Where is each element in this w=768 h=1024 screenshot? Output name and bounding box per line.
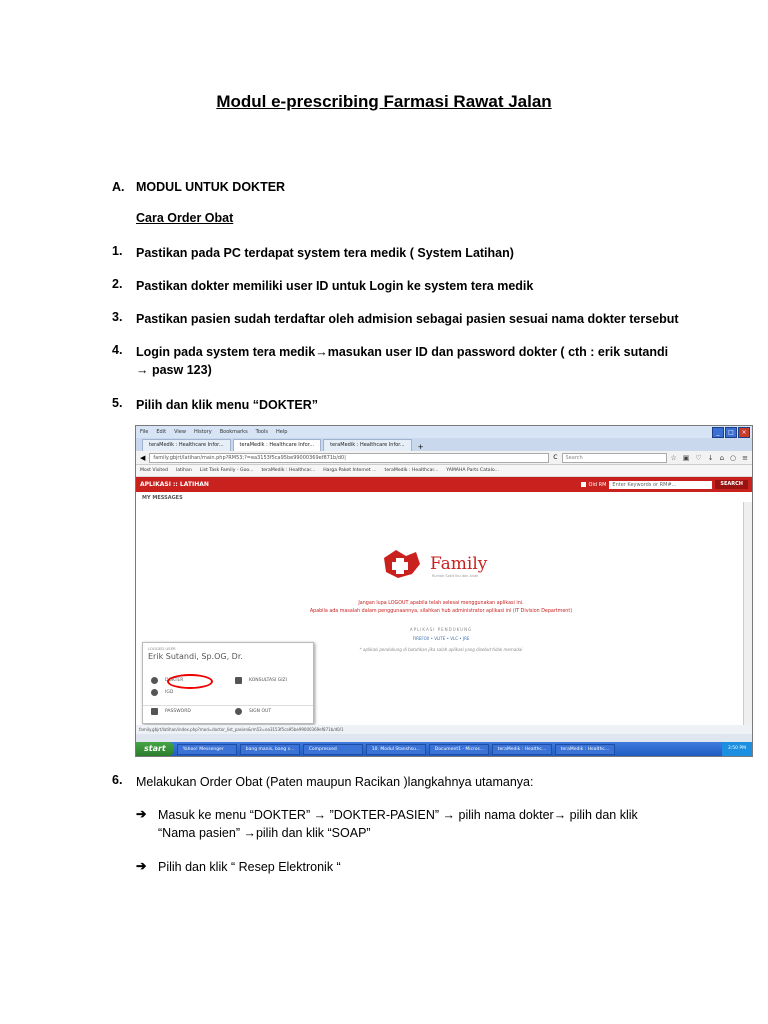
sync-icon[interactable]: ○ xyxy=(730,453,737,462)
keyword-search-input[interactable]: Enter Keywords or RM#... xyxy=(609,481,712,489)
old-rm-label: Old RM xyxy=(588,481,607,488)
logout-notice: Jangan lupa LOGOUT apabila telah selesai menggunakan aplikasi ini. xyxy=(358,601,524,606)
doctor-icon xyxy=(151,677,158,684)
bullet-arrow-icon: ➔ xyxy=(136,859,147,873)
search-button[interactable]: SEARCH xyxy=(715,480,748,489)
admin-notice: Apabila ada masalah dalam penggunaannya, silahkan hub administrator aplikasi ini (IT Division Department) xyxy=(309,609,573,614)
taskbar-item[interactable]: teraMedik : Healthc... xyxy=(492,744,552,755)
close-icon[interactable]: × xyxy=(738,427,750,438)
book-icon xyxy=(235,677,242,684)
login-panel xyxy=(142,642,314,724)
bullet-arrow-icon: ➔ xyxy=(136,807,147,821)
menu-file[interactable]: File xyxy=(140,429,149,435)
window-controls xyxy=(712,427,750,438)
menu-dokter[interactable]: DOKTER xyxy=(165,678,184,683)
bookmark-item[interactable]: teraMedik : Healthcar... xyxy=(384,468,439,473)
download-icon[interactable]: ↓ xyxy=(707,453,714,462)
step-text: Pastikan pasien sudah terdaftar oleh admision sebagai pasien sesuai nama dokter tersebut xyxy=(136,312,679,326)
app-title: APLIKASI :: LATIHAN xyxy=(140,481,209,488)
new-tab-icon[interactable]: + xyxy=(417,443,424,451)
back-icon[interactable]: ◀ xyxy=(140,453,146,462)
menu-history[interactable]: History xyxy=(193,429,212,435)
step-number: 4. xyxy=(112,343,123,357)
header-search xyxy=(581,480,748,489)
step-number: 1. xyxy=(112,244,123,258)
bookmark-item[interactable]: latihan xyxy=(175,468,192,473)
star-icon[interactable]: ☆ xyxy=(670,453,677,462)
clipboard-icon[interactable]: ▣ xyxy=(682,453,690,462)
menu-sign-out[interactable]: SIGN OUT xyxy=(249,709,272,714)
menu-tools[interactable]: Tools xyxy=(255,429,268,435)
logo-text: Family xyxy=(430,554,488,574)
windows-taskbar xyxy=(136,742,752,756)
menu-help[interactable]: Help xyxy=(276,429,288,435)
step-number: 2. xyxy=(112,277,123,291)
menu-konsultasi-gizi[interactable]: KONSULTASI GIZI xyxy=(249,678,287,683)
app-header xyxy=(136,477,752,492)
igd-icon xyxy=(151,689,158,696)
taskbar-item[interactable]: Yahoo! Messenger xyxy=(177,744,237,755)
support-apps-heading: APLIKASI PENDUKUNG xyxy=(409,627,473,632)
bookmarks-bar xyxy=(136,465,752,477)
pocket-icon[interactable]: ♡ xyxy=(695,453,702,462)
step-text: Login pada system tera medik→masukan user ID dan password dokter ( cth : erik sutandi → pasw 123) xyxy=(136,345,669,377)
home-icon[interactable]: ⌂ xyxy=(719,453,725,462)
menu-password[interactable]: PASSWORD xyxy=(165,709,191,714)
browser-menubar xyxy=(136,426,752,438)
step-text: Melakukan Order Obat (Paten maupun Racikan )langkahnya utamanya: xyxy=(136,775,534,789)
menu-igd[interactable]: IGD xyxy=(165,690,174,695)
step-number: 6. xyxy=(112,773,123,787)
address-bar[interactable]: family.gbjrt/latihan/main.php?RM53;?=ea3153f5ca95be99000369ef871b/d0| xyxy=(149,453,549,463)
address-toolbar xyxy=(136,451,752,465)
bullet-text: Masuk ke menu “DOKTER” → ”DOKTER-PASIEN” → pilih nama dokter→ pilih dan klik “Nama pasien” →pilih dan klik “SOAP” xyxy=(158,808,638,840)
support-apps-links[interactable]: FIREFOX • VLITE • VLC • JRE xyxy=(412,636,470,641)
step-number: 5. xyxy=(112,396,123,410)
logged-user-label: LOGGED USER xyxy=(148,646,176,651)
taskbar-item[interactable]: 10. Modul Stanshsu... xyxy=(366,744,426,755)
browser-tabbar xyxy=(136,438,752,451)
step-number: 3. xyxy=(112,310,123,324)
menu-bookmarks[interactable]: Bookmarks xyxy=(219,429,248,435)
toolbar-icons xyxy=(671,454,749,462)
minimize-icon[interactable]: _ xyxy=(712,427,724,438)
taskbar-item[interactable]: Compressed xyxy=(303,744,363,755)
logged-user-name: Erik Sutandi, Sp.OG, Dr. xyxy=(148,652,243,661)
menu-row xyxy=(143,705,313,717)
subheading: Cara Order Obat xyxy=(136,211,234,225)
maximize-icon[interactable]: □ xyxy=(725,427,737,438)
taskbar-clock: 3:50 PM xyxy=(722,742,752,756)
step-text: Pastikan pada PC terdapat system tera medik ( System Latihan) xyxy=(136,246,514,260)
my-messages-tab[interactable]: MY MESSAGES xyxy=(136,492,752,505)
step-text: Pastikan dokter memiliki user ID untuk Login ke system tera medik xyxy=(136,279,534,293)
highlight-circle xyxy=(167,674,213,689)
section-number: A. xyxy=(112,180,125,194)
start-button[interactable]: start xyxy=(136,742,174,756)
menu-edit[interactable]: Edit xyxy=(156,429,167,435)
bookmark-item[interactable]: Harga Paket Internet ... xyxy=(323,468,377,473)
bookmark-item[interactable]: List Task Family - Goo... xyxy=(199,468,254,473)
power-icon xyxy=(235,708,242,715)
scrollbar[interactable] xyxy=(743,502,752,725)
browser-taskbar-strip xyxy=(136,734,752,742)
browser-tab-active[interactable]: teraMedik : Healthcare Infor... xyxy=(233,439,322,451)
bookmark-item[interactable]: teraMedik : Healthcar... xyxy=(261,468,316,473)
document-title: Modul e-prescribing Farmasi Rawat Jalan xyxy=(216,92,552,111)
menu-view[interactable]: View xyxy=(174,429,186,435)
section-title: MODUL UNTUK DOKTER xyxy=(136,180,286,194)
reload-icon[interactable]: C xyxy=(553,454,558,461)
taskbar-item[interactable]: bang manis, bang s... xyxy=(240,744,300,755)
support-apps-note: * aplikasi pendukung di butuhkan jika salah aplikasi yang disebut tidak memadai xyxy=(359,647,523,652)
embedded-screenshot xyxy=(135,425,753,757)
status-bar: family.gbjrt/latihan/index.php?mod=doctor_list_pasien&rm53=ea3153f5ca95be99000369ef871b/d0/1 xyxy=(136,725,753,734)
browser-tab[interactable]: teraMedik : Healthcare Infor... xyxy=(323,439,412,451)
browser-search-input[interactable]: Search xyxy=(562,453,667,463)
menu-row xyxy=(143,687,313,698)
menu-icon[interactable]: ≡ xyxy=(742,453,748,462)
bullet-text: Pilih dan klik “ Resep Elektronik “ xyxy=(158,860,341,874)
step-text: Pilih dan klik menu “DOKTER” xyxy=(136,398,318,412)
lock-icon xyxy=(151,708,158,715)
bookmark-item[interactable]: YAMAHA Parts Catalo... xyxy=(446,468,499,473)
logo-subtitle: Rumah Sakit Ibu dan Anak xyxy=(432,574,479,578)
bookmark-item[interactable]: Most Visited xyxy=(140,468,168,473)
old-rm-checkbox[interactable] xyxy=(581,482,586,487)
browser-tab[interactable]: teraMedik : Healthcare Infor... xyxy=(142,439,231,451)
taskbar-item[interactable]: Document1 - Micros... xyxy=(429,744,489,755)
app-content xyxy=(136,502,744,725)
taskbar-item[interactable]: teraMedik : Healthc... xyxy=(555,744,615,755)
